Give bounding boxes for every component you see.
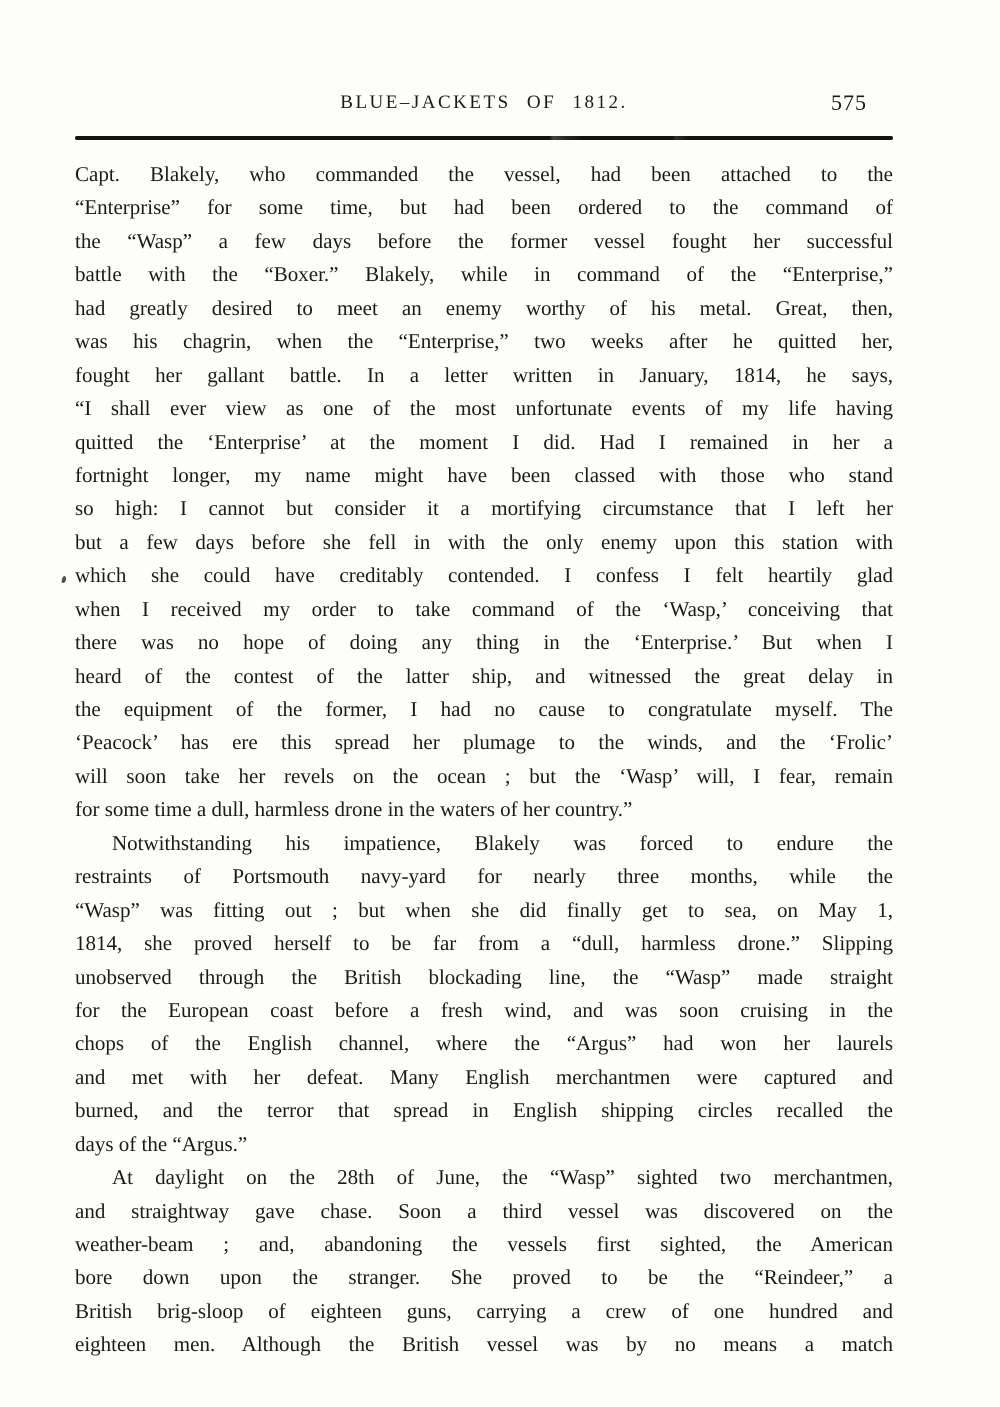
text-line: fought her gallant battle. In a letter written in January, 1814, he says, [75,362,893,387]
running-title: BLUE–JACKETS OF 1812. [340,92,628,113]
text-line: ‘Peacock’ has ere this spread her plumage to the winds, and the ‘Frolic’ [75,730,893,755]
ink-speck [61,576,66,584]
text-line: had greatly desired to meet an enemy worthy of his metal. Great, then, [75,295,893,320]
text-line: the equipment of the former, I had no cause to congratulate myself. The [75,697,893,721]
text-line: eighteen men. Although the British vessel was by no means a match [75,1332,893,1357]
text-line: so high: I cannot but consider it a mortifying circumstance that I left her [75,496,893,521]
text-line: quitted the ‘Enterprise’ at the moment I did. Had I remained in her a [75,429,893,454]
text-line: Notwithstanding his impatience, Blakely was forced to endure the [112,830,893,855]
text-line: and straightway gave chase. Soon a third vessel was discovered on the [75,1198,893,1223]
text-line: At daylight on the 28th of June, the “Wasp” sighted two merchantmen, [112,1165,893,1190]
text-line: and met with her defeat. Many English merchantmen were captured and [75,1064,893,1089]
text-line: weather-beam ; and, abandoning the vessels first sighted, the American [75,1232,893,1256]
text-line: Capt. Blakely, who commanded the vessel, had been attached to the [75,162,893,186]
text-line: for some time a dull, harmless drone in the waters of her country.” [75,797,633,822]
text-line: burned, and the terror that spread in English shipping circles recalled the [75,1098,893,1123]
page-header [75,90,893,122]
text-line: unobserved through the British blockading line, the “Wasp” made straight [75,964,893,989]
text-line: will soon take her revels on the ocean ; but the ‘Wasp’ will, I fear, remain [75,763,893,788]
text-line: “Enterprise” for some time, but had been ordered to the command of [75,195,893,220]
text-line: heard of the contest of the latter ship, and witnessed the great delay in [75,663,893,688]
page-text [75,158,893,1362]
text-line: 1814, she proved herself to be far from a “dull, harmless drone.” Slipping [75,931,893,956]
text-line: was his chagrin, when the “Enterprise,” two weeks after he quitted her, [75,329,893,354]
text-line: “I shall ever view as one of the most unfortunate events of my life having [75,396,893,421]
page-number: 575 [831,90,867,115]
text-line: days of the “Argus.” [75,1131,248,1156]
text-line: for the European coast before a fresh wind, and was soon cruising in the [75,997,893,1022]
text-line: bore down upon the stranger. She proved to be the “Reindeer,” a [75,1265,893,1290]
text-line: fortnight longer, my name might have been classed with those who stand [75,462,893,487]
header-rule [75,136,893,140]
text-line: when I received my order to take command of the ‘Wasp,’ conceiving that [75,596,893,621]
text-line: which she could have creditably contended. I confess I felt heartily glad [75,563,893,588]
text-line: “Wasp” was fitting out ; but when she did finally get to sea, on May 1, [75,897,893,922]
text-line: chops of the English channel, where the “Argus” had won her laurels [75,1031,893,1056]
text-line: there was no hope of doing any thing in the ‘Enterprise.’ But when I [75,630,893,655]
text-line: the “Wasp” a few days before the former vessel fought her successful [75,228,893,253]
text-line: restraints of Portsmouth navy-yard for nearly three months, while the [75,864,893,889]
text-line: British brig-sloop of eighteen guns, carrying a crew of one hundred and [75,1298,893,1323]
text-line: but a few days before she fell in with the only enemy upon this station with [75,529,893,554]
text-line: battle with the “Boxer.” Blakely, while in command of the “Enterprise,” [75,262,893,287]
